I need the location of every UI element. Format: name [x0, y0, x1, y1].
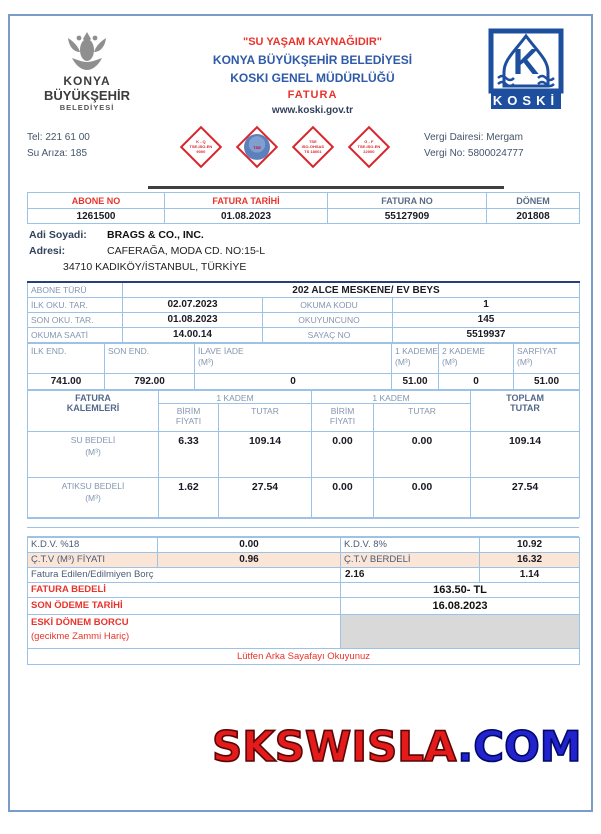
kdv18-value: 0.00 — [158, 537, 341, 552]
kdv8-value: 10.92 — [480, 537, 580, 552]
customer-block — [27, 224, 574, 281]
reading-row — [28, 312, 580, 327]
abone-no-header: ABONE NO — [28, 193, 165, 209]
billing-items-table — [27, 390, 580, 518]
billing-row-atiksu-bedeli: ATIKSU BEDELİ (M³) 1.62 27.54 0.00 0.00 27.54 — [28, 477, 580, 517]
ilk-end-value: 741.00 — [28, 373, 105, 389]
ilave-iade-header: İLAVE İADE (M³) — [195, 343, 392, 373]
kademe-group2-header: 1 KADEM — [312, 390, 471, 403]
konya-coat-of-arms-icon — [60, 30, 114, 74]
slogan-text: "SU YAŞAM KAYNAĞIDIR" — [243, 36, 382, 48]
kademe1-value: 51.00 — [392, 373, 439, 389]
fatura-bedeli-row — [28, 582, 580, 597]
son-end-header: SON END. — [105, 343, 195, 373]
kademe-group1-header: 1 KADEM — [159, 390, 312, 403]
municipality-logo — [27, 28, 147, 112]
kdv-row — [28, 537, 580, 552]
ctv-fiyati-value: 0.96 — [158, 552, 341, 567]
okuyucu-no-value: 145 — [393, 312, 580, 327]
koski-logo — [478, 28, 574, 112]
fatura-tarihi-header: FATURA TARİHİ — [165, 193, 328, 209]
reading-row — [28, 297, 580, 312]
kdv18-label: K.D.V. %18 — [28, 537, 158, 552]
sayac-no-value: 5519937 — [393, 327, 580, 342]
customer-address-label: Adresi: — [29, 244, 66, 257]
fatura-bedeli-value: 163.50- TL — [341, 582, 580, 597]
tax-office-text: Vergi Dairesi: Mergam — [424, 132, 523, 143]
org-line1: KONYA BÜYÜKŞEHİR BELEDİYESİ — [212, 52, 413, 67]
tutar-header-2: TUTAR — [374, 403, 471, 431]
okuma-kodu-value: 1 — [393, 297, 580, 312]
okuma-saati-label: OKUMA SAATİ — [28, 327, 123, 342]
note-row — [28, 648, 580, 664]
invoice-sheet — [8, 14, 593, 812]
koski-logo-wordmark: KOSKİ — [492, 93, 560, 108]
fatura-kalemleri-header: FATURA KALEMLERİ — [28, 390, 159, 431]
borc-value1: 2.16 — [341, 567, 480, 582]
donem-header: DÖNEM — [487, 193, 580, 209]
website-text: www.koski.gov.tr — [271, 105, 354, 116]
okuma-saati-value: 14.00.14 — [123, 327, 263, 342]
koski-logo-icon — [486, 28, 566, 112]
ctv-bedeli-label: Ç.T.V BERDELİ — [341, 552, 480, 567]
ilk-oku-tar-value: 02.07.2023 — [123, 297, 263, 312]
header-titles — [147, 28, 478, 118]
eski-donem-label: ESKİ DÖNEM BORCU (gecikme Zammi Hariç) — [28, 614, 341, 648]
watermark-part2: .COM — [457, 722, 582, 771]
header-divider — [148, 186, 504, 189]
abone-turu-label: ABONE TÜRÜ — [28, 282, 123, 297]
son-oku-tar-label: SON OKU. TAR. — [28, 312, 123, 327]
watermark-part1: SKSWISLA — [212, 722, 458, 771]
totals-table — [27, 537, 580, 665]
borc-value2: 1.14 — [480, 567, 580, 582]
certification-logos — [145, 126, 424, 162]
spacer-rows — [27, 518, 579, 537]
kdv8-label: K.D.V. 8% — [341, 537, 480, 552]
header — [27, 28, 574, 118]
okuyucu-no-label: OKUYUNCUNO — [263, 312, 393, 327]
toplam-tutar-header: TOPLAM TUTAR — [471, 390, 580, 431]
borc-row — [28, 567, 580, 582]
sayac-no-label: SAYAÇ NO — [263, 327, 393, 342]
tel-text: Tel: 221 61 00 — [27, 132, 90, 143]
sarfiyat-header: SARFİYAT (M³) — [514, 343, 580, 373]
borc-label: Fatura Edilen/Edilmiyen Borç — [28, 567, 341, 582]
customer-address-line1: CAFERAĞA, MODA CD. NO:15-L — [107, 244, 266, 257]
abone-turu-value: 202 ALCE MESKENE/ EV BEYS — [123, 282, 580, 297]
customer-address-line2: 34710 KADIKÖY/İSTANBUL, TÜRKİYE — [63, 260, 247, 273]
ctv-fiyati-label: Ç.T.V (M³) FİYATI — [28, 552, 158, 567]
ilk-oku-tar-label: İLK OKU. TAR. — [28, 297, 123, 312]
tutar-header-1: TUTAR — [219, 403, 312, 431]
fatura-no-value: 55127909 — [328, 209, 487, 224]
tse-emblem-icon: TSE — [235, 126, 277, 168]
watermark-text — [212, 722, 582, 771]
readings-table — [27, 281, 580, 343]
tax-block — [424, 126, 574, 162]
municipality-name-line2: BÜYÜKŞEHİR — [44, 88, 130, 103]
ctv-row — [28, 552, 580, 567]
svg-text:K: K — [513, 41, 539, 82]
fatura-tarihi-value: 01.08.2023 — [165, 209, 328, 224]
contact-row — [27, 126, 574, 184]
billing-row-su-bedeli: SU BEDELİ (M³) 6.33 109.14 0.00 0.00 109.14 — [28, 431, 580, 477]
son-odeme-label: SON ÖDEME TARİHİ — [28, 597, 341, 614]
ilk-end-header: İLK END. — [28, 343, 105, 373]
son-end-value: 792.00 — [105, 373, 195, 389]
tse-iso-9000-icon: K - Q TSE-ISO-EN 9000 — [179, 126, 221, 168]
index-table — [27, 343, 580, 390]
fatura-bedeli-label: FATURA BEDELİ — [28, 582, 341, 597]
okuma-kodu-label: OKUMA KODU — [263, 297, 393, 312]
ctv-bedeli-value: 16.32 — [480, 552, 580, 567]
sarfiyat-value: 51.00 — [514, 373, 580, 389]
birim-fiyati-header-1: BİRİM FİYATI — [159, 403, 219, 431]
ilave-iade-value: 0 — [195, 373, 392, 389]
municipality-name-line3: BELEDİYESİ — [59, 103, 115, 112]
org-line2: KOSKI GENEL MÜDÜRLÜĞÜ — [230, 70, 395, 85]
invoice-id-table — [27, 192, 580, 224]
document-type-label: FATURA — [287, 88, 338, 101]
abone-no-value: 1261500 — [28, 209, 165, 224]
fault-line-text: Su Arıza: 185 — [27, 148, 88, 159]
birim-fiyati-header-2: BİRİM FİYATI — [312, 403, 374, 431]
kademe2-header: 2 KADEME (M³) — [439, 343, 514, 373]
back-page-note: Lütfen Arka Sayafayı Okuyunuz — [28, 648, 580, 664]
tax-no-text: Vergi No: 5800024777 — [424, 148, 524, 159]
customer-name-value: BRAGS & CO., INC. — [107, 229, 204, 241]
eski-donem-row — [28, 614, 580, 648]
phone-block — [27, 126, 145, 162]
reading-row — [28, 327, 580, 342]
tse-ohsas-18001-icon: TSE ISO-OHSAS TS 18001 — [291, 126, 333, 168]
son-odeme-value: 16.08.2023 — [341, 597, 580, 614]
eski-donem-value-cell — [341, 614, 580, 648]
donem-value: 201808 — [487, 209, 580, 224]
kademe2-value: 0 — [439, 373, 514, 389]
customer-name-label: Adi Soyadi: — [29, 229, 87, 241]
municipality-name-line1: KONYA — [63, 74, 111, 88]
kademe1-header: 1 KADEME (M³) — [392, 343, 439, 373]
tse-iso-22000-icon: G - F TSE-ISO-EN 22000 — [347, 126, 389, 168]
son-oku-tar-value: 01.08.2023 — [123, 312, 263, 327]
fatura-no-header: FATURA NO — [328, 193, 487, 209]
son-odeme-row — [28, 597, 580, 614]
